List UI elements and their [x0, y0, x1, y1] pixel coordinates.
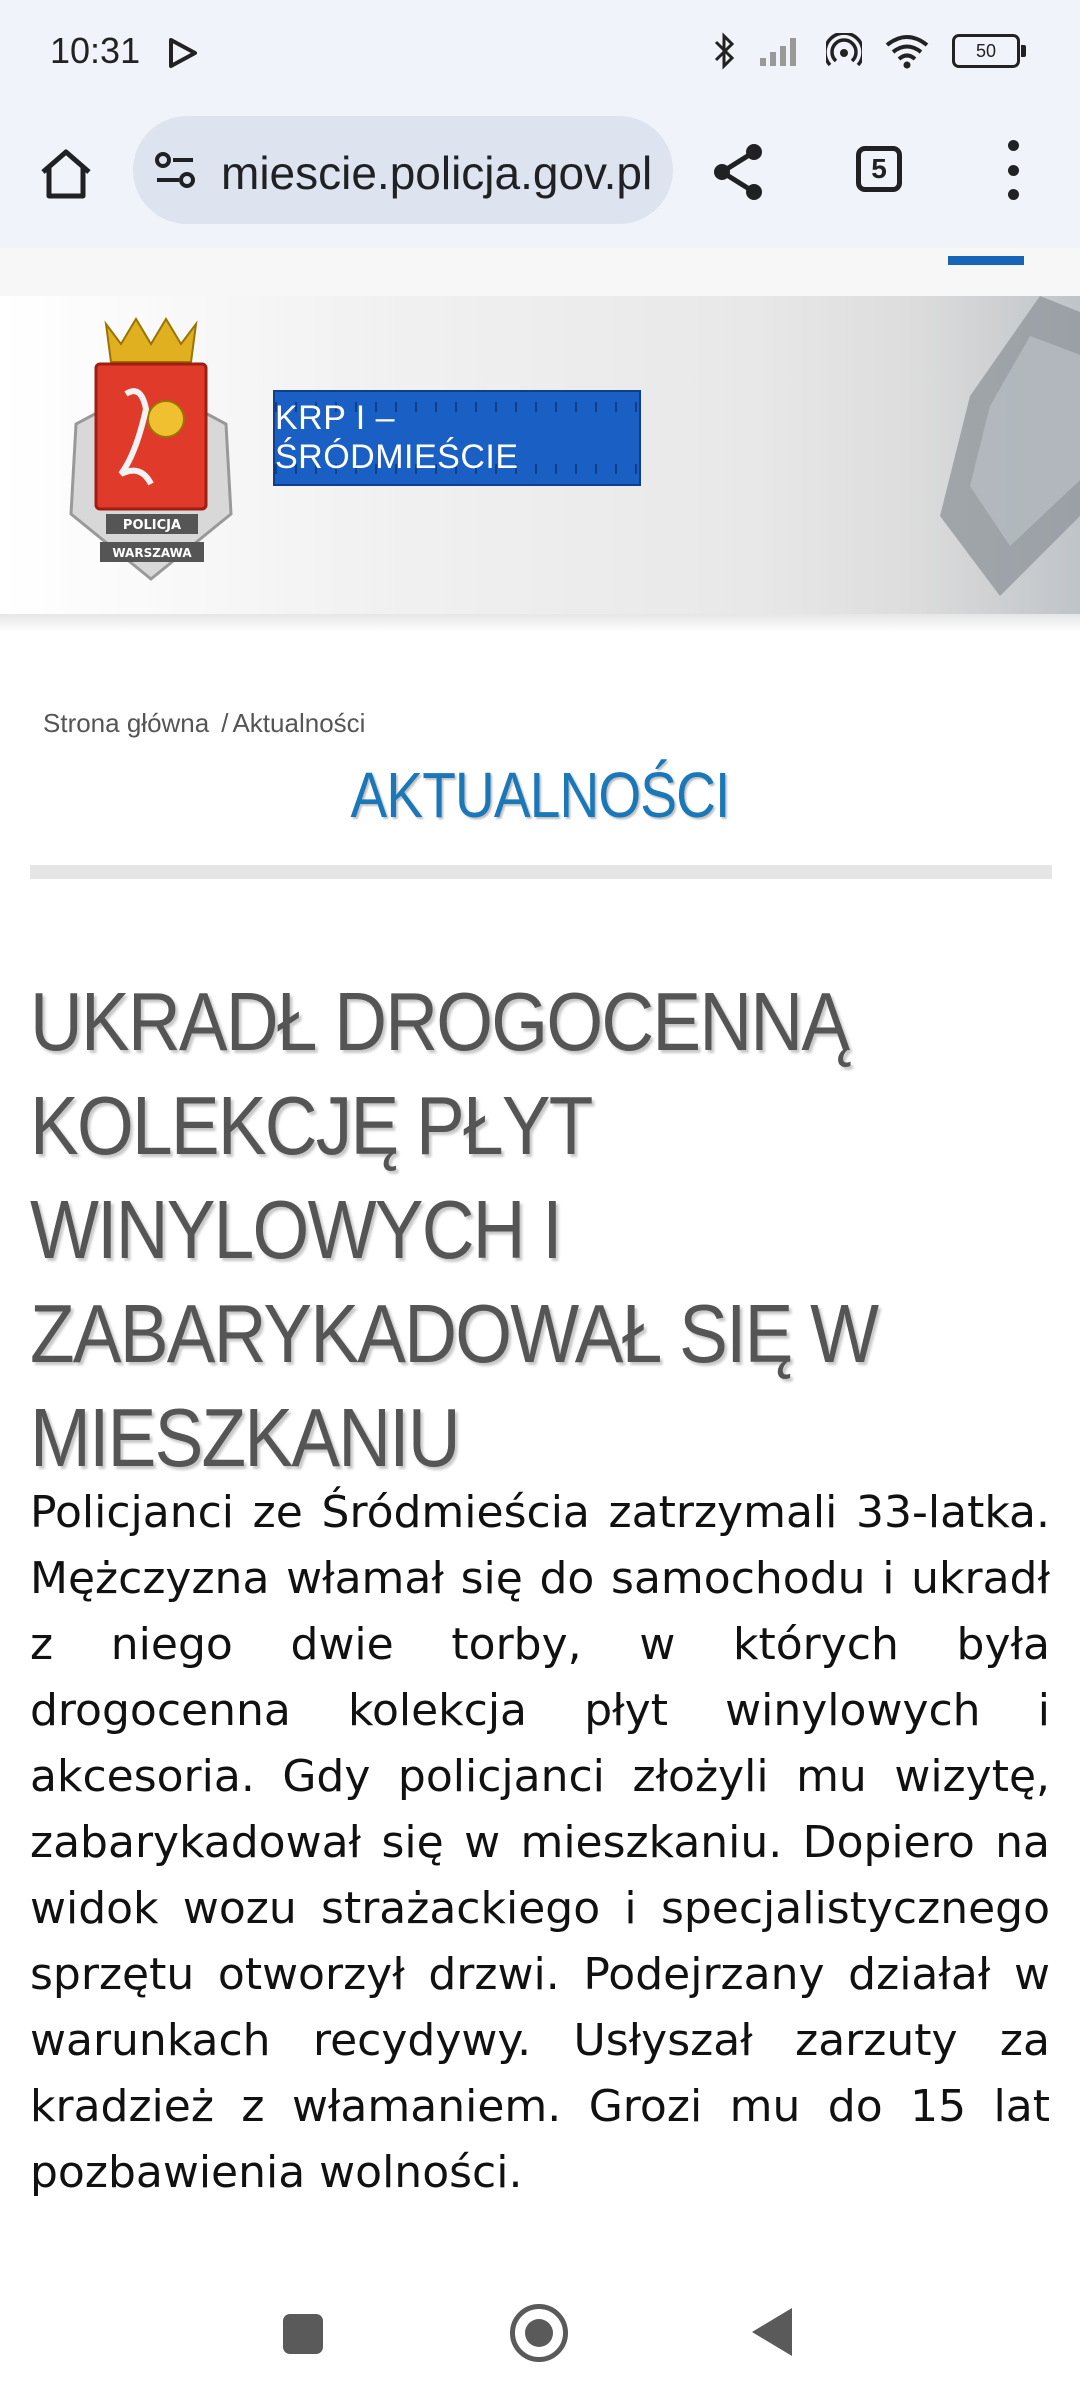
breadcrumb-current[interactable]: Aktualności: [232, 708, 366, 738]
svg-text:POLICJA: POLICJA: [122, 518, 182, 533]
home-nav-button[interactable]: [510, 2304, 568, 2362]
police-star-decoration: [880, 296, 1080, 616]
browser-toolbar: [0, 110, 1080, 248]
more-menu-icon[interactable]: [998, 140, 1028, 200]
police-crest-logo: [66, 314, 236, 584]
breadcrumb: [43, 708, 365, 739]
url-text[interactable]: miescie.policja.gov.pl: [221, 147, 653, 199]
address-bar[interactable]: [133, 116, 673, 224]
page-title: AKTUALNOŚCI: [350, 759, 730, 831]
battery-icon: [952, 34, 1020, 68]
home-button[interactable]: [30, 138, 102, 210]
battery-level: 50: [975, 40, 997, 61]
breadcrumb-separator: /: [221, 708, 229, 738]
play-store-icon: [165, 36, 199, 70]
back-button[interactable]: [752, 2308, 792, 2356]
unit-name-badge[interactable]: [275, 392, 639, 484]
wifi-icon: [884, 33, 930, 69]
svg-text:WARSZAWA: WARSZAWA: [112, 546, 192, 560]
breadcrumb-home-link[interactable]: Strona główna: [43, 708, 210, 738]
header-shadow: [0, 614, 1080, 632]
status-bar: [0, 0, 1080, 110]
site-nav-strip: [0, 248, 1080, 298]
tab-count: 5: [871, 153, 887, 184]
title-divider: [30, 865, 1052, 879]
tabs-button[interactable]: [856, 146, 902, 192]
nav-active-indicator: [948, 256, 1024, 265]
share-icon[interactable]: [710, 142, 770, 202]
site-header-banner: [0, 296, 1080, 617]
status-time: 10:31: [50, 30, 141, 71]
article-title: UKRADŁ DROGOCENNĄ KOLEKCJĘ PŁYT WINYLOWYCH I ZABARYKADOWAŁ SIĘ W MIESZKANIU: [30, 975, 878, 1484]
home-icon: [37, 146, 95, 202]
hotspot-icon: [826, 33, 862, 69]
signal-icon: [758, 34, 804, 68]
article-lead: Policjanci ze Śródmieścia zatrzymali 33-latka. Mężczyzna włamał się do samochodu i ukradł z niego dwie torby, w których była drogocenna kolekcja płyt winylowych i akcesoria. Gdy policjanci złożyli mu wizytę, zabarykadował się w mieszkaniu. Dopiero na widok wozu strażackiego i specjalistycznego sprzętu otworzył drzwi. Podejrzany działał w warunkach recydywy. Usłyszał zarzuty za kradzież z włamaniem. Grozi mu do 15 lat pozbawienia wolności.: [30, 1487, 1050, 2198]
bluetooth-icon: [712, 32, 736, 70]
site-info-icon[interactable]: [153, 148, 199, 194]
system-nav-bar: [0, 2282, 1080, 2400]
recents-button[interactable]: [283, 2314, 323, 2354]
unit-name: KRP I – ŚRÓDMIEŚCIE: [275, 399, 519, 476]
